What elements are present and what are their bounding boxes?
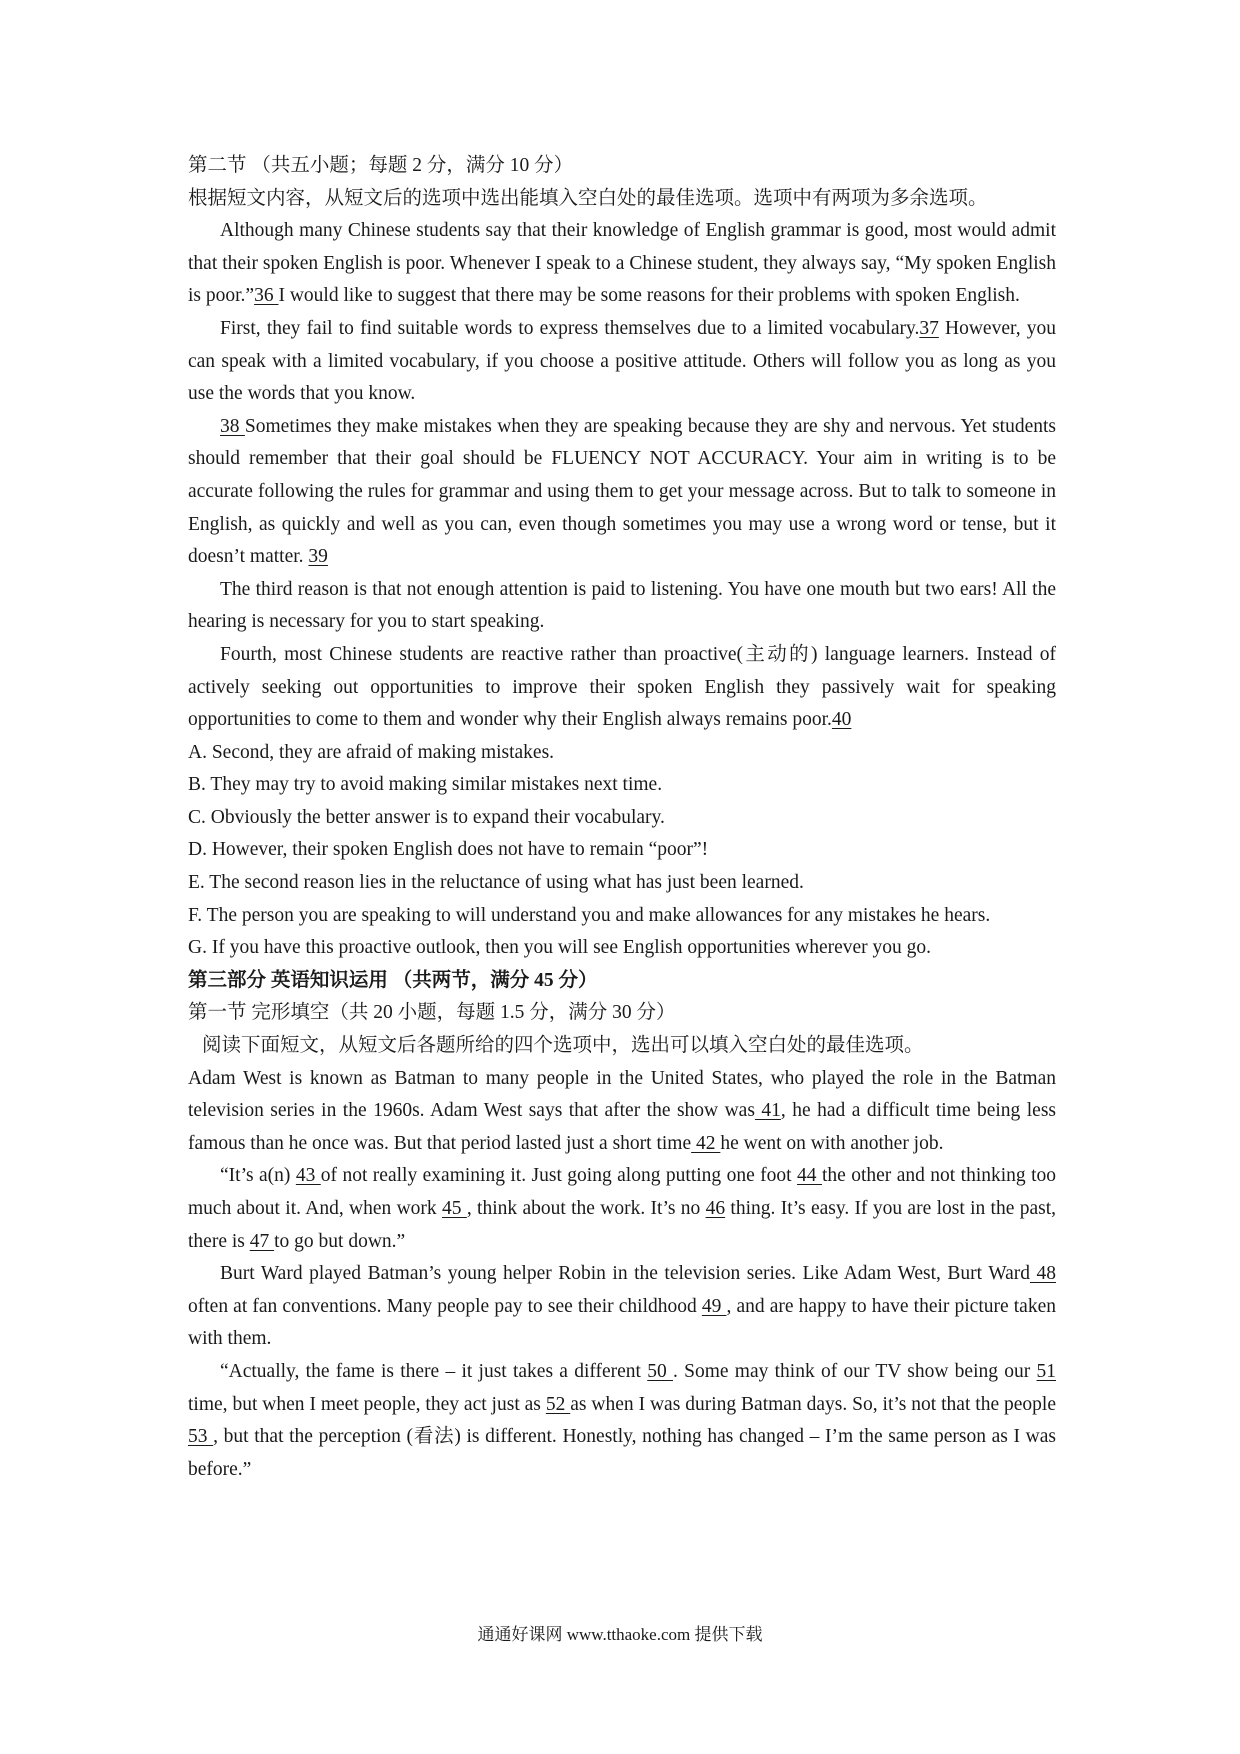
paragraph-text: Although many Chinese students say that their knowledge of English grammar is good, most would admit that their spoken English is poor. Whenever I speak to a Chinese student, they always say, “My spoken English is poor.”: [188, 220, 1056, 307]
blank-41: 41: [754, 1100, 781, 1122]
blank-37: 37: [919, 317, 939, 339]
option-item: A. Second, they are afraid of making mistakes.: [188, 741, 555, 763]
page-content: [188, 150, 1056, 1486]
blank-40: 40: [831, 709, 852, 731]
paragraph-text: “Actually, the fame is there – it just takes a different: [220, 1360, 648, 1382]
section-2-instruction: 根据短文内容，从短文后的选项中选出能填入空白处的最佳选项。选项中有两项为多余选项。: [188, 187, 988, 209]
option-item: E. The second reason lies in the reluctance of using what has just been learned.: [188, 872, 804, 894]
passage-paragraph: [188, 639, 1056, 737]
blank-48: 48: [1029, 1263, 1056, 1285]
paragraph-text: Sometimes they make mistakes when they are speaking because they are shy and nervous. Yet students should remember that their goal should be FLUENCY NOT ACCURACY. Your aim in writing is to be accurate following the rules for grammar and using them to get your message across. But to talk to someone in English, as quickly and well as you can, even though sometimes you may use a wrong word or tense, but it doesn’t matter.: [188, 415, 1057, 568]
paragraph-text: Adam West is known as Batman to many people in the United States, who played the role in the Batman television series in the 1960s. Adam West says that after the show was: [188, 1067, 1056, 1122]
option-item: C. Obviously the better answer is to expand their vocabulary.: [188, 806, 665, 828]
blank-47: 47: [249, 1230, 275, 1252]
passage-paragraph: [188, 1356, 1056, 1486]
blank-51: 51: [1036, 1360, 1057, 1382]
blank-43: 43: [295, 1165, 321, 1187]
paragraph-text: he went on with another job.: [720, 1132, 944, 1154]
blank-38: 38: [220, 415, 245, 437]
part-3-instruction: 阅读下面短文，从短文后各题所给的四个选项中，选出可以填入空白处的最佳选项。: [202, 1035, 924, 1057]
blank-53: 53: [188, 1426, 214, 1448]
blank-44: 44: [797, 1165, 822, 1187]
paragraph-text: , he had a difficult time being less famous than he once was. But that period lasted just a short time: [188, 1100, 1057, 1154]
paragraph-text: . Some may think of our TV show being our: [673, 1360, 1037, 1382]
part-3-sub-header: 第一节 完形填空（共 20 小题，每题 1.5 分，满分 30 分）: [188, 1002, 676, 1024]
page-footer: 通通好课网 www.tthaoke.com 提供下载: [477, 1625, 763, 1644]
paragraph-text: to go but down.”: [274, 1230, 406, 1252]
blank-42: 42: [691, 1132, 721, 1154]
paragraph-text: “It’s a(n): [220, 1165, 296, 1187]
section-2-header: 第二节 （共五小题；每题 2 分，满分 10 分）: [188, 155, 574, 176]
option-item: B. They may try to avoid making similar mistakes next time.: [188, 774, 663, 796]
paragraph-text: thing. It’s easy. If you are lost in the past, there is: [188, 1198, 1056, 1252]
blank-52: 52: [545, 1393, 571, 1415]
passage-paragraph: [188, 1258, 1056, 1356]
passage-paragraph: [188, 1063, 1056, 1161]
blank-39: 39: [308, 546, 328, 568]
option-item: G. If you have this proactive outlook, then you will see English opportunities wherever you go.: [188, 937, 932, 959]
blank-46: 46: [705, 1198, 726, 1219]
paragraph-text: I would like to suggest that there may be some reasons for their problems with spoken English.: [278, 285, 1020, 307]
paragraph-text: of not really examining it. Just going along putting one foot: [320, 1165, 798, 1187]
paragraph-text: However, you can speak with a limited vocabulary, if you choose a positive attitude. Others will follow you as long as you use the words that you know.: [188, 317, 1057, 405]
paragraph-text: , think about the work. It’s no: [466, 1198, 706, 1219]
passage-paragraph: [188, 313, 1056, 411]
passage-paragraph: [188, 1160, 1056, 1258]
paragraph-text: First, they fail to find suitable words to express themselves due to a limited vocabulary.: [220, 317, 920, 339]
passage-paragraph: The third reason is that not enough attention is paid to listening. You have one mouth but two ears! All the hearing is necessary for you to start speaking.: [188, 578, 1056, 633]
blank-45: 45: [442, 1198, 467, 1219]
paragraph-text: Fourth, most Chinese students are reactive rather than proactive(主动的) language learners. Instead of actively seeking out opportunities to improve their spoken English they passively wait for speaking opportunities to come to them and wonder why their English always remains poor.: [188, 643, 1056, 731]
part-3-header: 第三部分 英语知识运用 （共两节，满分 45 分）: [188, 969, 598, 991]
option-item: D. However, their spoken English does not have to remain “poor”!: [188, 839, 709, 861]
paragraph-text: , but that the perception (看法) is different. Honestly, nothing has changed – I’m the same person as I was before.”: [188, 1426, 1057, 1480]
paragraph-text: Burt Ward played Batman’s young helper Robin in the television series. Like Adam West, Burt Ward: [220, 1263, 1030, 1285]
blank-50: 50: [647, 1360, 673, 1382]
paragraph-text: as when I was during Batman days. So, it’s not that the people: [570, 1393, 1057, 1415]
paragraph-text: the other and not thinking too much about it. And, when work: [188, 1165, 1057, 1219]
option-list: [188, 737, 1056, 965]
paragraph-text: often at fan conventions. Many people pay to see their childhood: [188, 1295, 702, 1317]
passage-paragraph: [188, 411, 1056, 574]
blank-36: 36: [254, 285, 279, 307]
option-item: F. The person you are speaking to will understand you and make allowances for any mistakes he hears.: [188, 904, 991, 926]
passage-paragraph: [188, 215, 1056, 313]
blank-49: 49: [701, 1295, 727, 1317]
paragraph-text: time, but when I meet people, they act just as: [188, 1393, 546, 1415]
paragraph-text: , and are happy to have their picture taken with them.: [188, 1295, 1056, 1350]
